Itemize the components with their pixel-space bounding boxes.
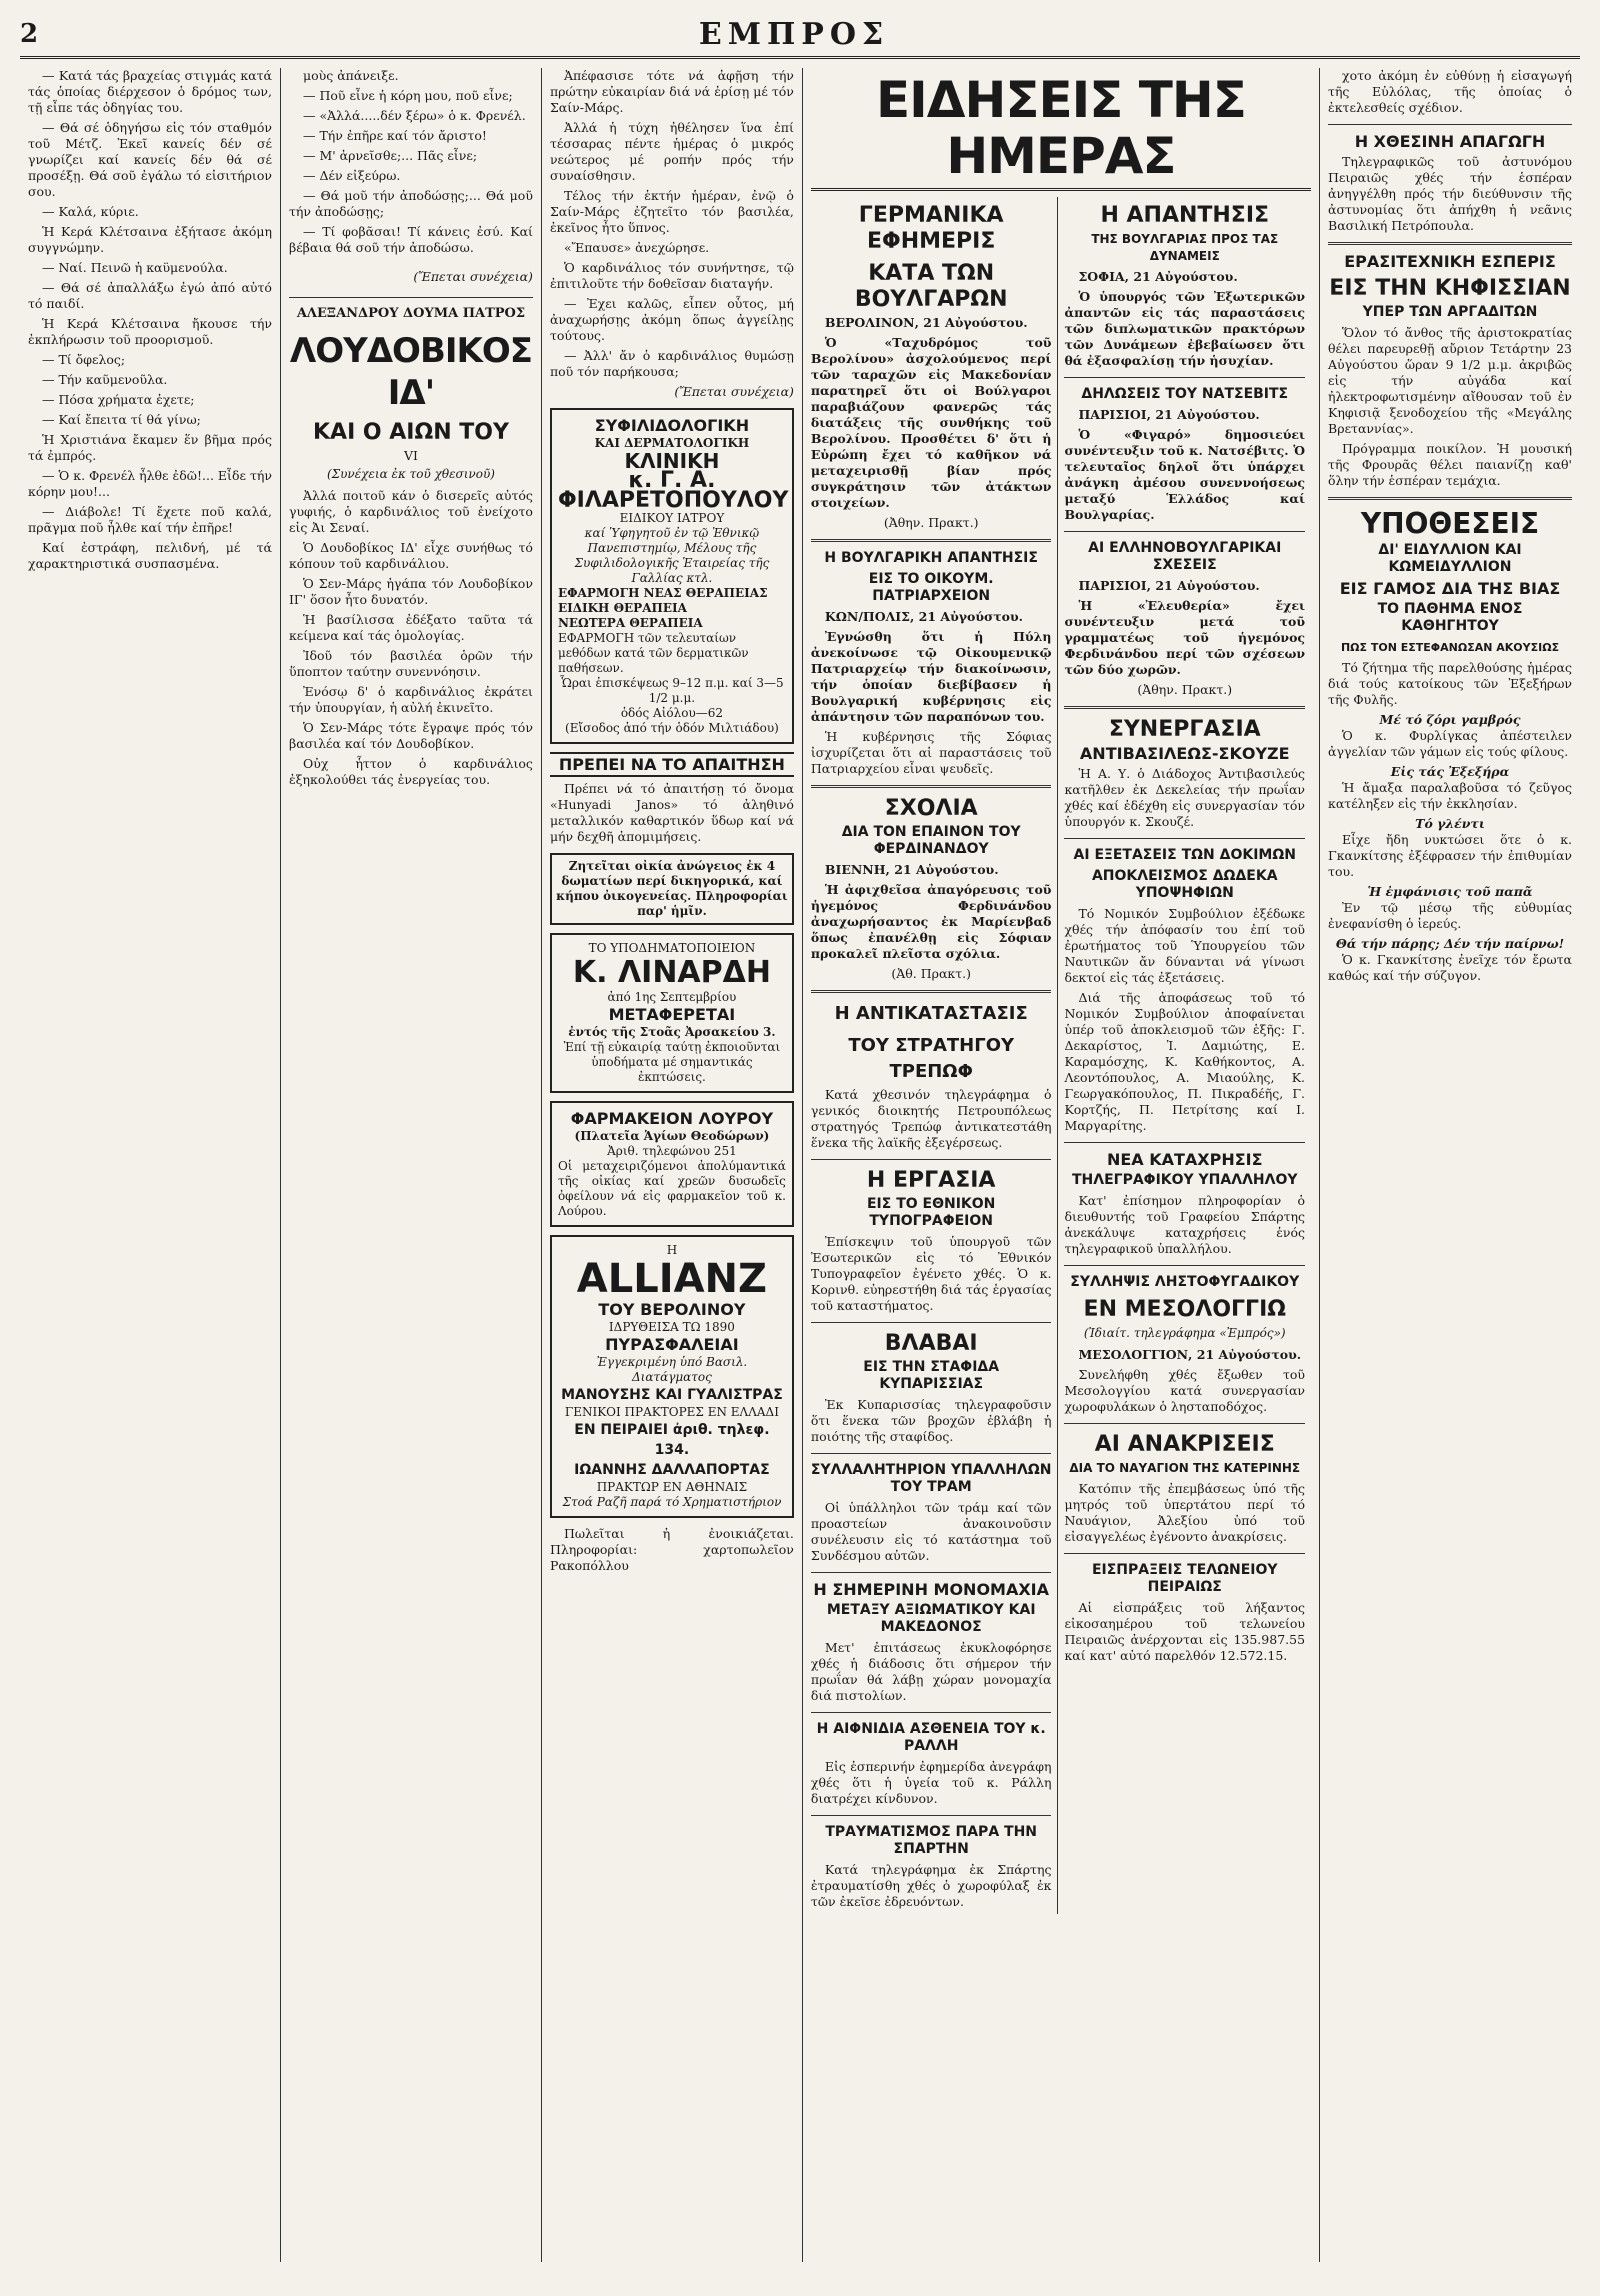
col1-para: Καί ἐστράφη, πελιδνή, μέ τά χαρακτηριστικά συσπασμένα.	[28, 540, 272, 571]
col6-text: Ὁ κ. Γκανκίτσης ἐνεῖχε τόν ἔρωτα καθώς καί τήν σύζυγον.	[1328, 952, 1572, 983]
divider	[811, 990, 1052, 993]
news-text: Οἱ ὑπάλληλοι τῶν τράμ καί τῶν προαστείων ἀνακοινοῦσιν συνέλευσιν εἰς τό κατάστημα τοῦ Συνδέσμου αὐτῶν.	[810, 1500, 1052, 1563]
masthead	[20, 12, 1580, 59]
wanted-ad	[550, 853, 794, 925]
divider	[811, 1712, 1052, 1713]
col3-para: — Ἀλλ' ἄν ὁ καρδινάλιος θυμώσῃ ποῦ τόν παρήκουσα;	[549, 348, 794, 379]
col1-para: — Θά σέ ἀπαλλάξω ἐγώ ἀπό αὐτό τό παιδί.	[28, 280, 272, 311]
col2-para: — Τί φοβᾶσαι! Τί κάνεις ἐσύ. Καί βέβαια θά σοῦ τήν ἀποδώσω.	[288, 224, 533, 255]
divider	[811, 1815, 1052, 1816]
divider	[811, 1322, 1052, 1323]
col6-text: Ὅλον τό ἄνθος τῆς ἀριστοκρατίας θέλει παρευρεθῇ αὔριον Τετάρτην 23 Αὐγούστου ὥραν 9 1/2 μ.μ. ἀκριβῶς εἰς τήν αὐγάδα καί ἠλεκτροφωτισμένην αἴθουσαν τοῦ ἐν Κηφισιᾷ ξενοδοχείου τῆς «Μεγάλης Βρεταννίας».	[1328, 325, 1572, 436]
news-dateline: ΒΙΕΝΝΗ, 21 Αὐγούστου.	[824, 862, 999, 877]
divider	[1328, 124, 1572, 125]
news-text: Κατά χθεσινόν τηλεγράφημα ὁ γενικός διοικητής Πετρουπόλεως στρατηγός Τρεπώφ ἀντικατεστάθη ἕνεκα τῆς λαϊκῆς ἐξεγέρσεως.	[810, 1087, 1052, 1150]
col6-subhead: Ἡ ἐμφάνισις τοῦ παπᾶ	[1367, 884, 1533, 899]
news-note: (Ἰδιαίτ. τηλεγράφημα «Ἐμπρός»)	[1083, 1326, 1286, 1340]
news-text: Ἡ ἀφιχθεῖσα ἀπαγόρευσις τοῦ ἡγεμόνος Φερδινάνδου ἀναχωρήσαντος ἐκ Μαρίενβαδ ὅπως ἐπανέλθῃ εἰς Σόφιαν προκαλεῖ πλεῖστα σχόλια.	[810, 882, 1052, 961]
col6-heading: ΥΠΟΘΕΣΕΙΣ	[1360, 507, 1540, 540]
col3-para: «Ἔπαυσε» ἀνεχώρησε.	[563, 240, 710, 255]
news-text: Μετ' ἐπιτάσεως ἐκυκλοφόρησε χθές ἡ διάδοσις ὅτι σήμερον τήν πρωΐαν θά λάβῃ χώραν μονομαχία διά πιστολίων.	[810, 1640, 1052, 1703]
col6-text: Πρόγραμμα ποικίλον. Ἡ μουσική τῆς Φρουρᾶς θέλει παιανίζῃ καθ' ὅλην τήν ἑσπέραν τεμάχια.	[1328, 441, 1572, 488]
col6-text: Εἶχε ἤδη νυκτώσει ὅτε ὁ κ. Γκανκίτσης ἐξέφρασεν τήν ἐπιθυμίαν του.	[1328, 832, 1572, 879]
col1-para: Ἡ Κερά Κλέτσαινα ἐξήτασε ἀκόμη συγγνώμην.	[28, 224, 272, 255]
clinic-line: ΣΥΦΙΛΙΔΟΛΟΓΙΚΗ	[594, 416, 750, 435]
news-source: (Ἀθην. Πρακτ.)	[883, 515, 979, 530]
news-heading: ΑΠΟΚΛΕΙΣΜΟΣ ΔΩΔΕΚΑ ΥΠΟΨΗΦΙΩΝ	[1091, 868, 1278, 901]
col6-heading: ΥΠΕΡ ΤΩΝ ΑΡΓΑΔΙΤΩΝ	[1362, 304, 1538, 320]
col6-heading: ΤΟ ΠΑΘΗΜΑ ΕΝΟΣ ΚΑΘΗΓΗΤΟΥ	[1377, 601, 1523, 634]
col3-para: Ἀπέφασισε τότε νά ἀφῇση τήν πρώτην εὐκαιρίαν διά νά ἐρίσῃ μέ τόν Σαίν-Μάρς.	[549, 68, 794, 115]
news-text: Ἐκ Κυπαρισσίας τηλεγραφοῦσιν ὅτι ἕνεκα τῶν βροχῶν ἐβλάβη ἡ ποιότης τῆς σταφίδος.	[810, 1397, 1052, 1444]
news-heading: ΤΡΑΥΜΑΤΙΣΜΟΣ ΠΑΡΑ ΤΗΝ ΣΠΑΡΤΗΝ	[825, 1824, 1038, 1857]
col2-para: Ὁ Σεν-Μάρς ἠγάπα τόν Λουδοβίκον ΙΓ' ὅσον ἦτο δυνατόν.	[288, 576, 533, 607]
news-heading: Η ΑΝΤΙΚΑΤΑΣΤΑΣΙΣ	[834, 1003, 1028, 1024]
clinic-line: ΚΛΙΝΙΚΗ	[624, 449, 720, 473]
divider	[289, 297, 533, 298]
news-heading: ΑΝΤΙΒΑΣΙΛΕΩΣ-ΣΚΟΥΖΕ	[1079, 744, 1290, 763]
allianz-founded: ΙΔΡΥΘΕΙΣΑ ΤΩ 1890	[608, 1320, 735, 1334]
col3-para: Τέλος τήν ἑκτήν ἡμέραν, ἐνῷ ὁ Σαίν-Μάρς ἐζητεῖτο τόν βασιλέα, ἐκεῖνος ἦτο ὕπνος.	[549, 188, 794, 235]
pharmacy-square: (Πλατεῖα Ἁγίων Θεοδώρων)	[574, 1129, 770, 1143]
news-heading: ΣΥΛΛΑΛΗΤΗΡΙΟΝ ΥΠΑΛΛΗΛΩΝ ΤΟΥ ΤΡΑΜ	[810, 1462, 1052, 1495]
news-dateline: ΚΩΝ/ΠΟΛΙΣ, 21 Αὐγούστου.	[824, 609, 1024, 624]
news-heading: ΕΝ ΜΕΣΟΛΟΓΓΙΩ	[1083, 1297, 1286, 1322]
divider	[1064, 531, 1305, 532]
divider	[1064, 1423, 1305, 1424]
col6-subhead: Μέ τό ζόρι γαμβρός	[1379, 712, 1521, 727]
clinic-address: ὁδός Αἰόλου—62	[620, 706, 724, 720]
column-3	[542, 68, 803, 2262]
allianz-agents2: ΓΕΝΙΚΟΙ ΠΡΑΚΤΟΡΕΣ ΕΝ ΕΛΛΑΔΙ	[564, 1405, 779, 1419]
clinic-line: ΚΑΙ ΔΕΡΜΑΤΟΛΟΓΙΚΗ	[594, 436, 750, 450]
col1-para: — Διάβολε! Τί ἔχετε ποῦ καλά, πρᾶγμα ποῦ ἦλθε καί τήν ἐπῆρε!	[28, 504, 272, 535]
paper-name: ΕΜΠΡΟΣ	[698, 16, 890, 52]
news-text: Κατόπιν τῆς ἐπεμβάσεως ὑπό τῆς μητρός τοῦ ὑπερτάτου περί τό Ναυάγιον, Ἀλεξίου ὑπό τοῦ εἰσαγγελέως ἐγένοντο ἀνακρίσεις.	[1064, 1481, 1306, 1544]
column-2	[281, 68, 542, 2262]
news-left	[811, 197, 1059, 1914]
continuation-note: (Συνέχεια ἐκ τοῦ χθεσινοῦ)	[326, 467, 495, 481]
news-text: Ὁ ὑπουργός τῶν Ἐξωτερικῶν ἀπαντῶν εἰς τάς παραστάσεις τῶν διπλωματικῶν πρακτόρων τῶν Δυνάμεων ἐβεβαίωσεν ὅτι θά ἐξασφαλίσῃ τήν ἡσυχίαν.	[1064, 289, 1306, 368]
news-text: Ἡ Α. Υ. ὁ Διάδοχος Ἀντιβασιλεύς κατῆλθεν ἐκ Δεκελείας τήν πρωΐαν χθές καί ἐδέχθη εἰς συνεργασίαν τόν ὑπουργόν κ. Σκουζέ.	[1064, 766, 1306, 829]
news-dateline: ΠΑΡΙΣΙΟΙ, 21 Αὐγούστου.	[1078, 578, 1260, 593]
col1-para: — Τί ὄφελος;	[42, 352, 126, 367]
allianz-city: ΤΟΥ ΒΕΡΟΛΙΝΟΥ	[598, 1300, 746, 1319]
divider	[1328, 242, 1572, 245]
divider	[1064, 1142, 1305, 1143]
news-heading: ΜΕΤΑΞΥ ΑΞΙΩΜΑΤΙΚΟΥ ΚΑΙ ΜΑΚΕΔΟΝΟΣ	[826, 1602, 1036, 1635]
col1-para: — Καλά, κύριε.	[42, 204, 139, 219]
col6-text: Τό ζήτημα τῆς παρελθούσης ἡμέρας διά τούς κατοίκους τῶν Ἐξεξήρων τῆς Φυλῆς.	[1328, 660, 1572, 707]
page-number: 2	[20, 19, 39, 49]
news-source: (Ἀθ. Πρακτ.)	[891, 966, 972, 981]
col1-para: Ἡ Χριστιάνα ἔκαμεν ἕν βῆμα πρός τά ἐμπρός.	[28, 432, 272, 463]
allianz-name: ALLIANZ	[576, 1256, 768, 1302]
news-heading: ΤΗΣ ΒΟΥΛΓΑΡΙΑΣ ΠΡΟΣ ΤΑΣ ΔΥΝΑΜΕΙΣ	[1091, 232, 1279, 263]
clinic-item: ΝΕΩΤΕΡΑ ΘΕΡΑΠΕΙΑ	[557, 616, 703, 630]
divider	[1064, 1553, 1305, 1554]
news-text: Ἡ κυβέρνησις τῆς Σόφιας ἰσχυρίζεται ὅτι αἱ παραστάσεις τοῦ Πατριαρχείου εἶναι ψευδεῖς.	[810, 729, 1052, 776]
divider	[1064, 377, 1305, 378]
allianz-agents: ΜΑΝΟΥΣΗΣ ΚΑΙ ΓΥΑΛΙΣΤΡΑΣ	[561, 1387, 783, 1403]
linardi-moves: ΜΕΤΑΦΕΡΕΤΑΙ	[608, 1005, 736, 1024]
news-heading: Η ΑΙΦΝΙΔΙΑ ΑΣΘΕΝΕΙΑ ΤΟΥ κ. ΡΑΛΛΗ	[816, 1721, 1046, 1754]
newspaper-page	[20, 12, 1580, 2262]
divider	[811, 1159, 1052, 1160]
col6-text: Ὁ κ. Φυρλίγκας ἀπέστειλεν ἀγγελίαν τῶν γάμων εἰς τούς φίλους.	[1328, 728, 1572, 759]
divider	[811, 785, 1052, 788]
chapter-number: VI	[403, 448, 418, 463]
must-stop-text: Πρέπει νά τό ἀπαιτήσῃ τό ὄνομα «Hunyadi Janos» τό ἀληθινό μεταλλικόν καθαρτικόν ὕδωρ καί νά μήν δεχθῆ ἀπομιμήσεις.	[549, 781, 794, 844]
col6-heading: ΕΡΑΣΙΤΕΧΝΙΚΗ ΕΣΠΕΡΙΣ	[1344, 252, 1556, 271]
column-6	[1320, 68, 1580, 2262]
news-heading: ΑΙ ΕΛΛΗΝΟΒΟΥΛΓΑΡΙΚΑΙ ΣΧΕΣΕΙΣ	[1088, 540, 1282, 573]
news-text: Κατά τηλεγράφημα ἐκ Σπάρτης ἐτραυματίσθη χθές ὁ χωροφύλαξ ἐκ τῶν ἐκεῖσε ἐδρευόντων.	[810, 1862, 1052, 1909]
allianz-sub: Ἐγγεκριμένη ὑπό Βασιλ. Διατάγματος	[596, 1355, 748, 1384]
news-heading: Η ΕΡΓΑΣΙΑ	[866, 1168, 996, 1193]
clinic-item: ΕΦΑΡΜΟΓΗ τῶν τελευταίων μεθόδων κατά τῶν δερματικῶν παθήσεων.	[557, 631, 749, 675]
news-heading: ΓΕΡΜΑΝΙΚΑ ΕΦΗΜΕΡΙΣ	[858, 203, 1004, 254]
clinic-entrance: (Εἴσοδος ἀπό τήν ὁδόν Μιλτιάδου)	[565, 721, 779, 735]
col2-para: — Τήν ἐπῆρε καί τόν ἄριστο!	[302, 128, 487, 143]
news-text: Ἐπίσκεψιν τοῦ ὑπουργοῦ τῶν Ἐσωτερικῶν εἰς τό Ἐθνικόν Τυπογραφεῖον ἐγένετο χθές. Ὁ κ. Κορινθ. εὐηρεστήθη διά τάς ἐργασίας τοῦ καταστήματος.	[810, 1234, 1052, 1313]
linardi-from: ἀπό 1ης Σεπτεμβρίου	[607, 990, 737, 1004]
col6-text: Τηλεγραφικῶς τοῦ ἀστυνόμου Πειραιῶς χθές τήν ἑσπέραν ἀνηγγέλθη πρός τήν διεύθυνσιν τῆς ἀστυνομίας ὅτι ἀπήχθη ἡ νεᾶνις Βασιλική Πετρόπουλα.	[1328, 154, 1572, 233]
news-heading: ΔΙΑ ΤΟΝ ΕΠΑΙΝΟΝ ΤΟΥ ΦΕΡΔΙΝΑΝΔΟΥ	[841, 824, 1021, 857]
divider	[811, 1453, 1052, 1454]
col2-para: Ἐνόσῳ δ' ὁ καρδινάλιος ἐκράτει τήν ὑπουργίαν, ἡ αὐλή ἐκινεῖτο.	[288, 684, 533, 715]
serial-title: ΛΟΥΔΟΒΙΚΟΣ ΙΔ'	[289, 331, 532, 413]
news-banner: ΕΙΔΗΣΕΙΣ ΤΗΣ ΗΜΕΡΑΣ	[811, 72, 1311, 191]
allianz-agent2: ΙΩΑΝΝΗΣ ΔΑΛΛΑΠΟΡΤΑΣ	[574, 1462, 770, 1478]
news-heading: ΣΥΛΛΗΨΙΣ ΛΗΣΤΟΦΥΓΑΔΙΚΟΥ	[1070, 1274, 1300, 1290]
linardi-tail: Ἐπί τῇ εὐκαιρίᾳ ταύτῃ ἐκποιοῦνται ὑποδήματα μέ σημαντικάς ἐκπτώσεις.	[563, 1040, 781, 1084]
col6-heading: Η ΧΘΕΣΙΝΗ ΑΠΑΓΩΓΗ	[1354, 132, 1546, 151]
news-heading: ΑΙ ΕΞΕΤΑΣΕΙΣ ΤΩΝ ΔΟΚΙΜΩΝ	[1073, 847, 1296, 863]
col6-heading: ΔΙ' ΕΙΔΥΛΛΙΟΝ ΚΑΙ ΚΩΜΕΙΔΥΛΛΙΟΝ	[1378, 542, 1522, 575]
linardi-ad	[550, 933, 794, 1093]
news-dateline: ΜΕΣΟΛΟΓΓΙΟΝ, 21 Αὐγούστου.	[1078, 1347, 1302, 1362]
col3-para: Ἀλλά ἡ τύχη ἠθέλησεν ἵνα ἐπί τέσσαρας πέντε ἡμέρας ὁ μικρός νεώτερος μέ ροπήν πρός τήν συναίσθησιν.	[549, 120, 794, 183]
allianz-street: Στοά Ραζῆ παρά τό Χρηματιστήριον	[562, 1495, 782, 1509]
col2-para: — Ποῦ εἶνε ἡ κόρη μου, ποῦ εἶνε;	[302, 88, 513, 103]
clinic-specialty: ΕΙΔΙΚΟΥ ΙΑΤΡΟΥ	[619, 511, 725, 525]
pharmacy-text: Οἱ μεταχειριζόμενοι ἀπολύμαντικά τῆς οἰκίας καί χρεῶν δυσωδεῖς ὀφείλουν νά εἰς φαρμακεῖον τοῦ κ. Λούρου.	[557, 1159, 786, 1218]
col1-para: Ἡ Κερά Κλέτσαινα ἤκουσε τήν ἐκπλήρωσιν τοῦ προορισμοῦ.	[28, 316, 272, 347]
pharmacy-phone: Ἀριθ. τηλεφώνου 251	[607, 1144, 737, 1158]
columns	[20, 68, 1580, 2262]
linardi-where: ἐντός τῆς Στοᾶς Ἀρσακείου 3.	[568, 1025, 776, 1039]
divider	[1064, 1265, 1305, 1266]
must-stop-heading: ΠΡΕΠΕΙ ΝΑ ΤΟ ΑΠΑΙΤΗΣΗ	[550, 752, 794, 777]
allianz-piraeus: ΕΝ ΠΕΙΡΑΙΕΙ ἀριθ. τηλεφ. 134.	[574, 1422, 770, 1458]
news-heading: Η ΑΠΑΝΤΗΣΙΣ	[1100, 203, 1270, 228]
col6-heading: ΕΙΣ ΤΗΝ ΚΗΦΙΣΣΙΑΝ	[1329, 276, 1571, 301]
news-heading: ΕΙΣ ΤΟ ΕΘΝΙΚΟΝ ΤΥΠΟΓΡΑΦΕΙΟΝ	[866, 1196, 996, 1229]
news-heading: ΕΙΣ ΤΗΝ ΣΤΑΦΙΔΑ ΚΥΠΑΡΙΣΣΙΑΣ	[863, 1359, 1000, 1392]
divider	[1064, 838, 1305, 839]
divider	[811, 539, 1052, 542]
col6-text: χοτο ἀκόμη ἐν εὐθύνῃ ἡ εἰσαγωγή τῆς Εὐλόλας, τῆς ὁποίας ὁ ἐκτελεσθείς σχέδιον.	[1328, 68, 1572, 115]
news-subcolumns	[811, 197, 1311, 1914]
clinic-item: ΕΙΔΙΚΗ ΘΕΡΑΠΕΙΑ	[557, 601, 687, 615]
news-heading: ΣΧΟΛΙΑ	[884, 796, 978, 821]
allianz-h: Η	[666, 1243, 678, 1257]
col1-para: — Καί ἔπειτα τί θά γίνω;	[42, 412, 201, 427]
col1-para: — Τήν καῦμενοῦλα.	[42, 372, 168, 387]
news-right	[1058, 197, 1311, 1914]
col2-para: Ὁ Σεν-Μάρς τότε ἔγραψε πρός τόν βασιλέα καί τόν Δουδοβίκον.	[288, 720, 533, 751]
news-text: Ἡ «Ἐλευθερία» ἔχει συνέντευξιν μετά τοῦ γραμματέως τοῦ ἡγεμόνος Φερδινάνδου περί τῶν σχέσεων τῶν δύο χωρῶν.	[1064, 598, 1306, 677]
news-section	[803, 68, 1320, 2262]
news-heading: ΔΗΛΩΣΕΙΣ ΤΟΥ ΝΑΤΣΕΒΙΤΣ	[1081, 386, 1289, 402]
col1-para: — Θά σέ ὁδηγήσω εἰς τόν σταθμόν τοῦ Μέτζ. Ἐκεῖ κανείς δέν σέ γνωρίζει καί κανείς δέν θά σέ προσέξῃ. Θά σοῦ ἐγάλω τό εἰσιτήριον σου.	[28, 120, 272, 199]
col6-heading: ΕΙΣ ΓΑΜΟΣ ΔΙΑ ΤΗΣ ΒΙΑΣ	[1339, 579, 1561, 598]
clinic-hours: Ὧραι ἐπισκέψεως 9–12 π.μ. καί 3—5 1/2 μ.μ.	[560, 676, 784, 705]
col6-subhead: Τό γλέντι	[1415, 816, 1485, 831]
news-heading: ΤΗΛΕΓΡΑΦΙΚΟΥ ΥΠΑΛΛΗΛΟΥ	[1071, 1172, 1298, 1188]
col2-para: — Θά μοῦ τήν ἀποδώσῃς;... Θά μοῦ τήν ἀποδώσῃς;	[288, 188, 533, 219]
col6-subhead: Θά τήν πάρῃς; Δέν τήν παίρνω!	[1335, 936, 1565, 951]
news-heading: ΕΙΣΠΡΑΞΕΙΣ ΤΕΛΩΝΕΙΟΥ ΠΕΙΡΑΙΩΣ	[1091, 1562, 1278, 1595]
clinic-doctor: κ. Γ. Α. ΦΙΛΑΡΕΤΟΠΟΥΛΟΥ	[557, 468, 789, 513]
news-heading: ΕΙΣ ΤΟ ΟΙΚΟΥΜ. ΠΑΤΡΙΑΡΧΕΙΟΝ	[868, 571, 994, 604]
linardi-pre: ΤΟ ΥΠΟΔΗΜΑΤΟΠΟΙΕΙΟΝ	[588, 941, 756, 955]
clinic-desc: καί Ὑφηγητοῦ ἐν τῷ Ἐθνικῷ Πανεπιστημίῳ, Μέλους τῆς Συφιλιδολογικῆς Ἑταιρείας τῆς Γαλλίας κτλ.	[574, 526, 770, 585]
pharmacy-name: ΦΑΡΜΑΚΕΙΟΝ ΛΟΥΡΟΥ	[570, 1109, 774, 1128]
news-dateline: ΒΕΡΟΛΙΝΟΝ, 21 Αὐγούστου.	[824, 315, 1028, 330]
news-text: Τό Νομικόν Συμβούλιον ἐξέδωκε χθές τήν ἀπόφασίν του ἐπί τοῦ ἐρωτήματος τοῦ Ὑπουργείου τῶν Ναυτικῶν ἄν δύνανται νά γίνωσι δεκτοί εἰς τάς ἐξετάσεις.	[1064, 906, 1306, 985]
divider	[1328, 497, 1572, 500]
to-be-continued: (Ἔπεται συνέχεια)	[413, 268, 533, 284]
news-dateline: ΠΑΡΙΣΙΟΙ, 21 Αὐγούστου.	[1078, 407, 1260, 422]
wanted-text: Ζητεῖται οἰκία ἀνώγειος ἐκ 4 δωματίων περί δικηγορικά, καί κήπου ὀικογενείας. Πληροφορίαι παρ' ἡμῖν.	[556, 859, 788, 918]
col3-para: — Ἐχει καλῶς, εἶπεν οὗτος, μή ἀναχωρήσῃς ἀκόμη ὅπως ἀγγείλῃς τούτους.	[549, 296, 794, 343]
col1-para: — Ὁ κ. Φρενέλ ἦλθε ἐδῶ!... Εἶδε τήν κόρην μου!...	[28, 468, 272, 499]
col1-para: — Κατά τάς βραχείας στιγμάς κατά τάς ὁποίας διέρχεσον ὁ δρόμος των, τῇ εἶπε τάς ὁδηγίας του.	[28, 68, 272, 115]
news-text: Ὁ «Ταχυδρόμος τοῦ Βερολίνου» ἀσχολούμενος περί τῶν ταραχῶν εἰς Μακεδονίαν παρατηρεῖ ὅτι οἱ Βούλγαροι παραβιάζουν φανερῶς τάς διατάξεις τῆς συνθήκης τοῦ Βερολίνου. Προσθέτει δ' ὅτι ἡ Εὐρώπη ἔχει τό καθῆκον νά μεταχειρισθῇ βίαν πρός συγκράτησιν τῶν ἀτάκτων στοιχείων.	[810, 335, 1052, 510]
allianz-agent2role: ΠΡΑΚΤΩΡ ΕΝ ΑΘΗΝΑΙΣ	[596, 1480, 748, 1494]
col6-heading: ΠΩΣ ΤΟΝ ΕΣΤΕΦΑΝΩΣΑΝ ΑΚΟΥΣΙΩΣ	[1340, 641, 1560, 654]
news-source: (Ἀθην. Πρακτ.)	[1137, 682, 1233, 697]
col2-para: — Μ' ἀρνεῖσθε;... Πᾶς εἶνε;	[302, 148, 478, 163]
serial-subtitle: ΚΑΙ Ο ΑΙΩΝ ΤΟΥ	[313, 420, 509, 445]
news-heading: ΑΙ ΑΝΑΚΡΙΣΕΙΣ	[1094, 1432, 1275, 1457]
col2-para: Ὁ Δουδοβίκος ΙΔ' εἶχε συνήθως τό κόπουν τοῦ καρδινάλιου.	[288, 540, 533, 571]
col6-subhead: Εἰς τάς Ἐξεξήρα	[1390, 764, 1510, 779]
news-heading: Η ΣΗΜΕΡΙΝΗ ΜΟΝΟΜΑΧΙΑ	[813, 1580, 1050, 1599]
col6-text: Ἡ ἄμαξα παραλαβοῦσα τό ζεῦγος κατέληξεν εἰς τήν ἐκκλησίαν.	[1328, 780, 1572, 811]
linardi-name: Κ. ΛΙΝΑΡΔΗ	[572, 955, 771, 990]
news-heading: ΣΥΝΕΡΓΑΣΙΑ	[1108, 717, 1261, 742]
col6-text: Ἐν τῷ μέσῳ τῆς εὐθυμίας ἐνεφανίσθη ὁ ἱερεύς.	[1328, 900, 1572, 931]
news-heading: ΝΕΑ ΚΑΤΑΧΡΗΣΙΣ	[1106, 1150, 1263, 1169]
col1-para: — Πόσα χρήματα ἐχετε;	[42, 392, 195, 407]
news-heading: ΤΟΥ ΣΤΡΑΤΗΓΟΥ ΤΡΕΠΩΦ	[848, 1035, 1015, 1082]
column-1	[20, 68, 281, 2262]
col2-para: — «Ἀλλά.....δέν ξέρω» ὁ κ. Φρενέλ.	[302, 108, 526, 123]
col2-para: μοὺς ἀπάνειξε.	[302, 68, 399, 83]
news-text: Εἰς ἐσπερινήν ἐφημερίδα ἀνεγράφη χθές ὅτι ἡ ὑγεία τοῦ κ. Ράλλη διατρέχει κίνδυνον.	[810, 1759, 1052, 1806]
allianz-type: ΠΥΡΑΣΦΑΛΕΙΑΙ	[605, 1335, 739, 1354]
col2-para: Οὐχ ἧττον ὁ καρδινάλιος ἐξηκολούθει τάς ἐνεργείας του.	[288, 756, 533, 787]
serial-author: ΑΛΕΞΑΝΔΡΟΥ ΔΟΥΜΑ ΠΑΤΡΟΣ	[296, 306, 526, 321]
news-text: Κατ' ἐπίσημον πληροφορίαν ὁ διευθυντής τοῦ Γραφείου Σπάρτης ἀνεκάλυψε καταχρήσεις ἑνός τηλεγραφικοῦ ὑπαλλήλου.	[1064, 1193, 1306, 1256]
clinic-item: ΕΦΑΡΜΟΓΗ ΝΕΑΣ ΘΕΡΑΠΕΙΑΣ	[557, 586, 768, 600]
col2-para: Ἡ βασίλισσα ἐδέξατο ταῦτα τά κείμενα καί τάς ὁμολογίας.	[288, 612, 533, 643]
divider	[811, 1572, 1052, 1573]
news-heading: ΒΛΑΒΑΙ	[884, 1331, 978, 1356]
news-text: Διά τῆς ἀποφάσεως τοῦ τό Νομικόν Συμβούλιον ἀποφαίνεται ὑπέρ τοῦ ἀποκλεισμοῦ τῶν ἑξῆς: Γ. Δεκαρίστος, Ἰ. Δαμιώτης, Ε. Καραμόσχης, Κ. Καθήκοντος, Α. Λεοντόπουλος, Α. Μιαούλης, Κ. Γεωργακόπουλος, Π. Πικραδέῆς, Γ. Κορτζής, Π. Πετρίτσης καί Ι. Μαργαρίτης.	[1064, 990, 1306, 1133]
news-text: Ἐγνώσθη ὅτι ἡ Πύλη ἀνεκοίνωσε τῷ Οἰκουμενικῷ Πατριαρχείῳ τήν διακοίνωσιν, τήν ὁποίαν διεβίβασεν ἡ Βουλγαρική κυβέρνησις εἰς ἀπάντησιν τῶν παραπόνων του.	[810, 629, 1052, 724]
news-text: Συνελήφθη χθές ἔξωθεν τοῦ Μεσολογγίου κατά συνεργασίαν χωροφυλάκων ὁ λησταποδόχος.	[1064, 1367, 1306, 1414]
to-be-continued: (Ἔπεται συνέχεια)	[674, 384, 794, 399]
news-text: Ὁ «Φιγαρό» δημοσιεύει συνέντευξιν τοῦ κ. Νατσέβιτς. Ὁ τελευταῖος δηλοῖ ὅτι ὑπάρχει ἀνάγκη ἀμέσου συνεννοήσεως μεταξύ Ἑλλάδος καί Βουλγαρίας.	[1064, 427, 1306, 522]
news-heading: ΔΙΑ ΤΟ ΝΑΥΑΓΙΟΝ ΤΗΣ ΚΑΤΕΡΙΝΗΣ	[1069, 1461, 1301, 1475]
col2-para: Ἰδοῦ τόν βασιλέα ὁρῶν τήν ὕποπτον ταύτην συνεννόησιν.	[288, 648, 533, 679]
news-text: Αἱ εἰσπράξεις τοῦ λήξαντος εἰκοσαημέρου τοῦ τελωνείου Πειραιῶς ἀνέρχονται εἰς 135.987.55 καί κατ' αὐτό παρελθόν 12.572.15.	[1064, 1600, 1306, 1663]
col1-para: — Ναί. Πεινῶ ἡ καϋμενούλα.	[42, 260, 228, 275]
news-heading: ΚΑΤΑ ΤΩΝ ΒΟΥΛΓΑΡΩΝ	[854, 261, 1008, 312]
news-heading: Η ΒΟΥΛΓΑΡΙΚΗ ΑΠΑΝΤΗΣΙΣ	[824, 550, 1038, 566]
news-dateline: ΣΟΦΙΑ, 21 Αὐγούστου.	[1078, 269, 1238, 284]
allianz-ad	[550, 1235, 794, 1518]
clinic-ad	[550, 408, 794, 744]
bottom-note: Πωλεῖται ἡ ἐνοικιάζεται. Πληροφορίαι: χαρτοπωλεῖον Ρακοπόλλου	[549, 1526, 794, 1573]
pharmacy-ad	[550, 1101, 794, 1227]
col2-para: Ἀλλά ποιτοῦ κάν ὁ δισερεῖς αὐτός γυφιής, ὁ καρδινάλιος τοῦ ἐνείχοτο εἰς Ἀι Σεναί.	[288, 488, 533, 535]
col3-para: Ὁ καρδινάλιος τόν συνήντησε, τῷ ἐπιτιλοῦτε τήν δοθεῖσαν διαταγήν.	[549, 260, 794, 291]
col2-para: — Δέν εἰξεύρω.	[302, 168, 401, 183]
divider	[1064, 706, 1305, 709]
